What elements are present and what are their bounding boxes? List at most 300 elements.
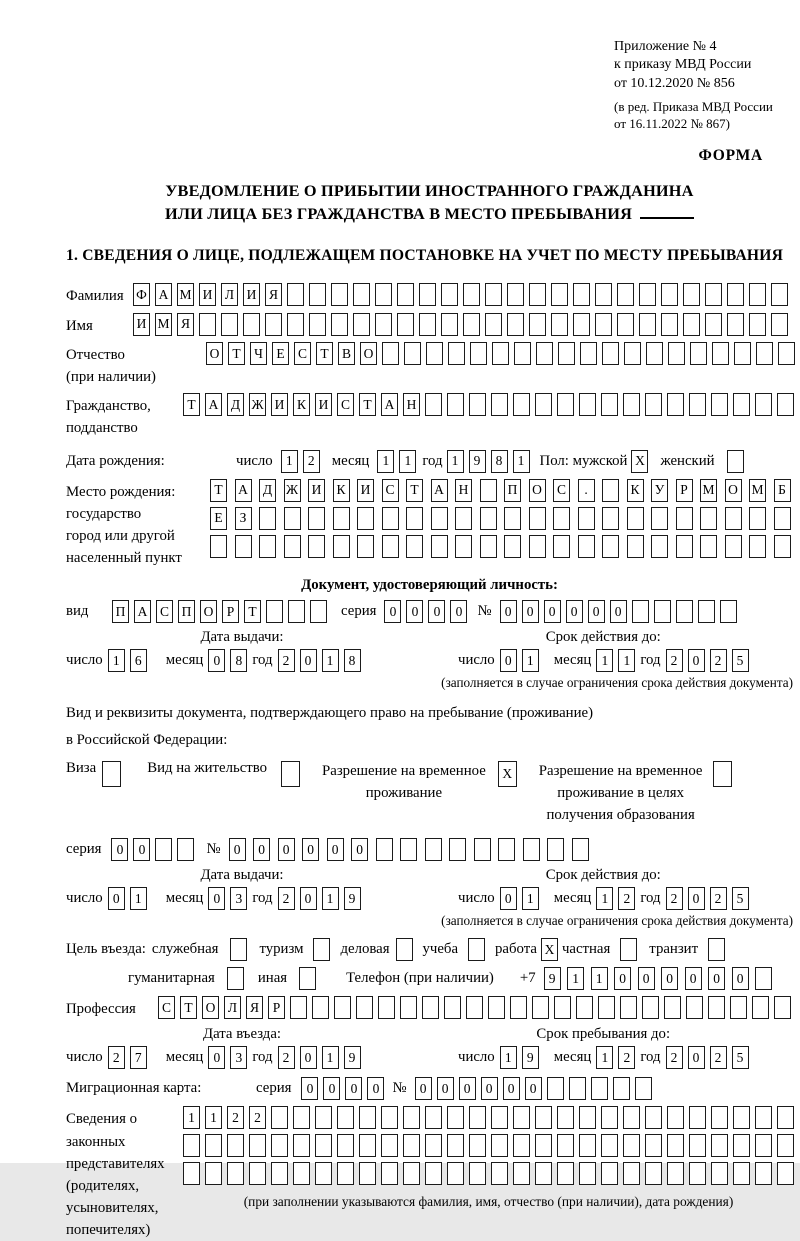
form-cell[interactable] bbox=[661, 313, 678, 336]
form-cell[interactable] bbox=[579, 1162, 596, 1185]
form-cell[interactable] bbox=[591, 1077, 608, 1100]
form-cell[interactable] bbox=[752, 996, 769, 1019]
form-cell[interactable] bbox=[230, 938, 247, 961]
form-cell[interactable]: 0 bbox=[685, 967, 702, 990]
form-cell[interactable] bbox=[480, 535, 497, 558]
form-cell[interactable] bbox=[733, 1134, 750, 1157]
form-cell[interactable] bbox=[651, 535, 668, 558]
form-cell[interactable] bbox=[491, 1134, 508, 1157]
form-cell[interactable]: 3 bbox=[230, 1046, 247, 1069]
form-cell[interactable] bbox=[529, 313, 546, 336]
form-cell[interactable] bbox=[396, 938, 413, 961]
form-cell[interactable] bbox=[353, 283, 370, 306]
form-cell[interactable]: 2 bbox=[278, 1046, 295, 1069]
form-cell[interactable] bbox=[313, 938, 330, 961]
form-cell[interactable] bbox=[755, 1134, 772, 1157]
form-cell[interactable]: И bbox=[133, 313, 150, 336]
form-cell[interactable] bbox=[375, 283, 392, 306]
form-cell[interactable] bbox=[271, 1162, 288, 1185]
form-cell[interactable]: 0 bbox=[450, 600, 467, 623]
form-cell[interactable] bbox=[777, 1162, 794, 1185]
form-cell[interactable] bbox=[749, 535, 766, 558]
form-cell[interactable]: Ч bbox=[250, 342, 267, 365]
form-cell[interactable] bbox=[375, 313, 392, 336]
form-cell[interactable] bbox=[598, 996, 615, 1019]
form-cell[interactable]: А bbox=[431, 479, 448, 502]
form-cell[interactable] bbox=[356, 996, 373, 1019]
form-cell[interactable]: 9 bbox=[344, 887, 361, 910]
form-cell[interactable] bbox=[623, 1106, 640, 1129]
form-cell[interactable]: X bbox=[631, 450, 648, 473]
form-cell[interactable]: 2 bbox=[108, 1046, 125, 1069]
form-cell[interactable]: О bbox=[202, 996, 219, 1019]
form-cell[interactable] bbox=[676, 600, 693, 623]
form-cell[interactable] bbox=[469, 393, 486, 416]
form-cell[interactable] bbox=[553, 507, 570, 530]
form-cell[interactable]: 2 bbox=[227, 1106, 244, 1129]
form-cell[interactable]: 0 bbox=[133, 838, 150, 861]
form-cell[interactable] bbox=[774, 535, 791, 558]
form-cell[interactable]: 8 bbox=[491, 450, 508, 473]
form-cell[interactable] bbox=[444, 996, 461, 1019]
form-cell[interactable] bbox=[491, 393, 508, 416]
form-cell[interactable]: 1 bbox=[567, 967, 584, 990]
form-cell[interactable] bbox=[755, 1106, 772, 1129]
form-cell[interactable]: 0 bbox=[437, 1077, 454, 1100]
form-cell[interactable] bbox=[778, 342, 795, 365]
form-cell[interactable]: Е bbox=[272, 342, 289, 365]
form-cell[interactable] bbox=[425, 1106, 442, 1129]
form-cell[interactable] bbox=[403, 1134, 420, 1157]
form-cell[interactable]: 0 bbox=[384, 600, 401, 623]
form-cell[interactable]: Т bbox=[316, 342, 333, 365]
form-cell[interactable] bbox=[535, 1106, 552, 1129]
form-cell[interactable]: Т bbox=[406, 479, 423, 502]
form-cell[interactable]: 6 bbox=[130, 649, 147, 672]
form-cell[interactable] bbox=[447, 393, 464, 416]
form-cell[interactable]: 0 bbox=[300, 1046, 317, 1069]
form-cell[interactable]: 8 bbox=[344, 649, 361, 672]
form-cell[interactable] bbox=[676, 535, 693, 558]
form-cell[interactable] bbox=[381, 1106, 398, 1129]
form-cell[interactable]: 1 bbox=[205, 1106, 222, 1129]
form-cell[interactable] bbox=[177, 838, 194, 861]
form-cell[interactable]: И bbox=[243, 283, 260, 306]
form-cell[interactable] bbox=[504, 507, 521, 530]
form-cell[interactable] bbox=[642, 996, 659, 1019]
form-cell[interactable] bbox=[293, 1134, 310, 1157]
form-cell[interactable] bbox=[733, 1162, 750, 1185]
form-cell[interactable] bbox=[624, 342, 641, 365]
form-cell[interactable] bbox=[290, 996, 307, 1019]
form-cell[interactable] bbox=[683, 313, 700, 336]
form-cell[interactable] bbox=[617, 283, 634, 306]
form-cell[interactable] bbox=[406, 507, 423, 530]
form-cell[interactable] bbox=[205, 1162, 222, 1185]
form-cell[interactable]: 2 bbox=[303, 450, 320, 473]
form-cell[interactable]: С bbox=[382, 479, 399, 502]
form-cell[interactable]: 0 bbox=[500, 649, 517, 672]
form-cell[interactable] bbox=[293, 1162, 310, 1185]
form-cell[interactable] bbox=[553, 535, 570, 558]
form-cell[interactable] bbox=[529, 535, 546, 558]
form-cell[interactable]: 1 bbox=[513, 450, 530, 473]
form-cell[interactable] bbox=[573, 313, 590, 336]
form-cell[interactable]: 0 bbox=[688, 649, 705, 672]
form-cell[interactable]: З bbox=[235, 507, 252, 530]
form-cell[interactable]: 0 bbox=[544, 600, 561, 623]
form-cell[interactable] bbox=[507, 313, 524, 336]
form-cell[interactable] bbox=[557, 1134, 574, 1157]
form-cell[interactable]: Р bbox=[268, 996, 285, 1019]
form-cell[interactable]: Ж bbox=[249, 393, 266, 416]
form-cell[interactable] bbox=[667, 1134, 684, 1157]
form-cell[interactable] bbox=[639, 313, 656, 336]
form-cell[interactable]: Р bbox=[676, 479, 693, 502]
form-cell[interactable] bbox=[774, 507, 791, 530]
form-cell[interactable]: Н bbox=[403, 393, 420, 416]
form-cell[interactable] bbox=[733, 1106, 750, 1129]
form-cell[interactable]: 2 bbox=[666, 1046, 683, 1069]
form-cell[interactable] bbox=[667, 1162, 684, 1185]
form-cell[interactable] bbox=[617, 313, 634, 336]
form-cell[interactable] bbox=[535, 393, 552, 416]
form-cell[interactable] bbox=[749, 283, 766, 306]
form-cell[interactable] bbox=[620, 938, 637, 961]
form-cell[interactable]: 5 bbox=[732, 1046, 749, 1069]
form-cell[interactable] bbox=[602, 535, 619, 558]
form-cell[interactable] bbox=[713, 761, 732, 787]
form-cell[interactable] bbox=[419, 313, 436, 336]
form-cell[interactable] bbox=[403, 1106, 420, 1129]
form-cell[interactable] bbox=[357, 507, 374, 530]
form-cell[interactable] bbox=[463, 283, 480, 306]
form-cell[interactable]: 0 bbox=[253, 838, 270, 861]
form-cell[interactable]: 9 bbox=[344, 1046, 361, 1069]
form-cell[interactable] bbox=[777, 393, 794, 416]
form-cell[interactable]: В bbox=[338, 342, 355, 365]
form-cell[interactable]: 0 bbox=[111, 838, 128, 861]
form-cell[interactable] bbox=[271, 1134, 288, 1157]
form-cell[interactable] bbox=[664, 996, 681, 1019]
form-cell[interactable] bbox=[755, 1162, 772, 1185]
form-cell[interactable]: 0 bbox=[638, 967, 655, 990]
form-cell[interactable]: И bbox=[315, 393, 332, 416]
form-cell[interactable]: 0 bbox=[300, 649, 317, 672]
form-cell[interactable]: 0 bbox=[688, 1046, 705, 1069]
form-cell[interactable]: 2 bbox=[710, 887, 727, 910]
form-cell[interactable]: 0 bbox=[459, 1077, 476, 1100]
form-cell[interactable]: М bbox=[749, 479, 766, 502]
form-cell[interactable] bbox=[676, 507, 693, 530]
form-cell[interactable] bbox=[727, 283, 744, 306]
form-cell[interactable]: 0 bbox=[500, 600, 517, 623]
form-cell[interactable] bbox=[469, 1162, 486, 1185]
form-cell[interactable] bbox=[698, 600, 715, 623]
form-cell[interactable] bbox=[205, 1134, 222, 1157]
form-cell[interactable] bbox=[645, 1162, 662, 1185]
form-cell[interactable] bbox=[447, 1106, 464, 1129]
form-cell[interactable]: 0 bbox=[323, 1077, 340, 1100]
form-cell[interactable]: 1 bbox=[108, 649, 125, 672]
form-cell[interactable] bbox=[382, 507, 399, 530]
form-cell[interactable] bbox=[627, 507, 644, 530]
form-cell[interactable] bbox=[334, 996, 351, 1019]
form-cell[interactable] bbox=[578, 535, 595, 558]
form-cell[interactable] bbox=[466, 996, 483, 1019]
form-cell[interactable]: 9 bbox=[469, 450, 486, 473]
form-cell[interactable] bbox=[645, 1134, 662, 1157]
form-cell[interactable] bbox=[271, 1106, 288, 1129]
form-cell[interactable]: 5 bbox=[732, 649, 749, 672]
form-cell[interactable]: . bbox=[578, 479, 595, 502]
form-cell[interactable]: 1 bbox=[183, 1106, 200, 1129]
form-cell[interactable] bbox=[265, 313, 282, 336]
form-cell[interactable] bbox=[536, 342, 553, 365]
form-cell[interactable] bbox=[595, 313, 612, 336]
form-cell[interactable] bbox=[558, 342, 575, 365]
form-cell[interactable] bbox=[492, 342, 509, 365]
form-cell[interactable] bbox=[705, 313, 722, 336]
form-cell[interactable] bbox=[749, 313, 766, 336]
form-cell[interactable] bbox=[315, 1106, 332, 1129]
form-cell[interactable] bbox=[579, 1134, 596, 1157]
form-cell[interactable]: 2 bbox=[249, 1106, 266, 1129]
form-cell[interactable]: 0 bbox=[428, 600, 445, 623]
form-cell[interactable]: 0 bbox=[522, 600, 539, 623]
form-cell[interactable]: Л bbox=[221, 283, 238, 306]
form-cell[interactable] bbox=[498, 838, 515, 861]
form-cell[interactable] bbox=[529, 283, 546, 306]
form-cell[interactable] bbox=[514, 342, 531, 365]
form-cell[interactable] bbox=[337, 1162, 354, 1185]
form-cell[interactable]: Т bbox=[183, 393, 200, 416]
form-cell[interactable]: 1 bbox=[618, 649, 635, 672]
form-cell[interactable]: А bbox=[381, 393, 398, 416]
form-cell[interactable] bbox=[469, 1106, 486, 1129]
form-cell[interactable]: 2 bbox=[710, 649, 727, 672]
form-cell[interactable] bbox=[353, 313, 370, 336]
form-cell[interactable] bbox=[645, 393, 662, 416]
form-cell[interactable] bbox=[403, 1162, 420, 1185]
form-cell[interactable] bbox=[645, 1106, 662, 1129]
form-cell[interactable]: С bbox=[294, 342, 311, 365]
form-cell[interactable]: 0 bbox=[415, 1077, 432, 1100]
form-cell[interactable]: 1 bbox=[322, 1046, 339, 1069]
form-cell[interactable] bbox=[235, 535, 252, 558]
form-cell[interactable]: И bbox=[199, 283, 216, 306]
form-cell[interactable] bbox=[227, 967, 244, 990]
form-cell[interactable] bbox=[382, 342, 399, 365]
form-cell[interactable]: 0 bbox=[481, 1077, 498, 1100]
form-cell[interactable]: 2 bbox=[278, 887, 295, 910]
form-cell[interactable]: Д bbox=[259, 479, 276, 502]
form-cell[interactable] bbox=[376, 838, 393, 861]
form-cell[interactable] bbox=[578, 507, 595, 530]
form-cell[interactable] bbox=[315, 1162, 332, 1185]
form-cell[interactable]: К bbox=[333, 479, 350, 502]
form-cell[interactable]: 9 bbox=[522, 1046, 539, 1069]
form-cell[interactable] bbox=[333, 535, 350, 558]
form-cell[interactable] bbox=[406, 535, 423, 558]
form-cell[interactable]: 1 bbox=[596, 1046, 613, 1069]
form-cell[interactable] bbox=[491, 1106, 508, 1129]
form-cell[interactable]: Д bbox=[227, 393, 244, 416]
form-cell[interactable] bbox=[480, 507, 497, 530]
form-cell[interactable]: А bbox=[235, 479, 252, 502]
form-cell[interactable] bbox=[733, 393, 750, 416]
form-cell[interactable] bbox=[730, 996, 747, 1019]
form-cell[interactable] bbox=[668, 342, 685, 365]
form-cell[interactable]: О bbox=[725, 479, 742, 502]
form-cell[interactable]: 0 bbox=[351, 838, 368, 861]
form-cell[interactable] bbox=[777, 1106, 794, 1129]
form-cell[interactable] bbox=[651, 507, 668, 530]
form-cell[interactable] bbox=[331, 283, 348, 306]
form-cell[interactable]: 0 bbox=[208, 649, 225, 672]
form-cell[interactable] bbox=[431, 535, 448, 558]
form-cell[interactable]: М bbox=[155, 313, 172, 336]
form-cell[interactable] bbox=[627, 535, 644, 558]
form-cell[interactable] bbox=[485, 283, 502, 306]
form-cell[interactable]: Я bbox=[177, 313, 194, 336]
form-cell[interactable] bbox=[711, 393, 728, 416]
form-cell[interactable] bbox=[400, 838, 417, 861]
form-cell[interactable] bbox=[359, 1134, 376, 1157]
form-cell[interactable] bbox=[579, 1106, 596, 1129]
form-cell[interactable]: 0 bbox=[406, 600, 423, 623]
form-cell[interactable] bbox=[513, 1162, 530, 1185]
form-cell[interactable] bbox=[469, 1134, 486, 1157]
form-cell[interactable]: П bbox=[178, 600, 195, 623]
form-cell[interactable] bbox=[711, 1106, 728, 1129]
form-cell[interactable] bbox=[708, 996, 725, 1019]
form-cell[interactable] bbox=[690, 342, 707, 365]
form-cell[interactable] bbox=[287, 313, 304, 336]
form-cell[interactable] bbox=[771, 283, 788, 306]
form-cell[interactable] bbox=[573, 283, 590, 306]
form-cell[interactable] bbox=[639, 283, 656, 306]
form-cell[interactable] bbox=[705, 283, 722, 306]
form-cell[interactable] bbox=[284, 535, 301, 558]
form-cell[interactable] bbox=[288, 600, 305, 623]
form-cell[interactable] bbox=[755, 393, 772, 416]
form-cell[interactable]: И bbox=[308, 479, 325, 502]
form-cell[interactable]: Н bbox=[455, 479, 472, 502]
form-cell[interactable] bbox=[727, 450, 744, 473]
form-cell[interactable] bbox=[249, 1134, 266, 1157]
form-cell[interactable] bbox=[579, 393, 596, 416]
form-cell[interactable]: 0 bbox=[566, 600, 583, 623]
form-cell[interactable]: X bbox=[541, 938, 558, 961]
form-cell[interactable]: П bbox=[112, 600, 129, 623]
form-cell[interactable] bbox=[613, 1077, 630, 1100]
form-cell[interactable]: С bbox=[553, 479, 570, 502]
form-cell[interactable] bbox=[689, 1106, 706, 1129]
form-cell[interactable]: Я bbox=[246, 996, 263, 1019]
form-cell[interactable]: Я bbox=[265, 283, 282, 306]
form-cell[interactable]: 7 bbox=[130, 1046, 147, 1069]
form-cell[interactable] bbox=[357, 535, 374, 558]
form-cell[interactable] bbox=[689, 1162, 706, 1185]
form-cell[interactable] bbox=[661, 283, 678, 306]
form-cell[interactable] bbox=[532, 996, 549, 1019]
form-cell[interactable]: 0 bbox=[278, 838, 295, 861]
form-cell[interactable] bbox=[601, 1106, 618, 1129]
form-cell[interactable]: 0 bbox=[367, 1077, 384, 1100]
form-cell[interactable] bbox=[720, 600, 737, 623]
form-cell[interactable] bbox=[266, 600, 283, 623]
form-cell[interactable] bbox=[632, 600, 649, 623]
form-cell[interactable]: 0 bbox=[588, 600, 605, 623]
form-cell[interactable]: 1 bbox=[447, 450, 464, 473]
form-cell[interactable] bbox=[620, 996, 637, 1019]
form-cell[interactable] bbox=[397, 313, 414, 336]
form-cell[interactable]: 2 bbox=[278, 649, 295, 672]
form-cell[interactable] bbox=[359, 1162, 376, 1185]
form-cell[interactable] bbox=[463, 313, 480, 336]
form-cell[interactable]: А bbox=[134, 600, 151, 623]
form-cell[interactable] bbox=[310, 600, 327, 623]
form-cell[interactable] bbox=[488, 996, 505, 1019]
form-cell[interactable]: 1 bbox=[281, 450, 298, 473]
form-cell[interactable] bbox=[547, 1077, 564, 1100]
form-cell[interactable] bbox=[400, 996, 417, 1019]
form-cell[interactable]: 0 bbox=[708, 967, 725, 990]
form-cell[interactable] bbox=[397, 283, 414, 306]
form-cell[interactable]: 9 bbox=[544, 967, 561, 990]
form-cell[interactable] bbox=[569, 1077, 586, 1100]
form-cell[interactable] bbox=[455, 535, 472, 558]
form-cell[interactable]: С bbox=[158, 996, 175, 1019]
form-cell[interactable] bbox=[474, 838, 491, 861]
form-cell[interactable]: X bbox=[498, 761, 517, 787]
form-cell[interactable] bbox=[221, 313, 238, 336]
form-cell[interactable] bbox=[689, 393, 706, 416]
form-cell[interactable]: 0 bbox=[300, 887, 317, 910]
form-cell[interactable] bbox=[654, 600, 671, 623]
form-cell[interactable] bbox=[449, 838, 466, 861]
form-cell[interactable] bbox=[425, 838, 442, 861]
form-cell[interactable]: Ж bbox=[284, 479, 301, 502]
form-cell[interactable] bbox=[309, 313, 326, 336]
form-cell[interactable] bbox=[601, 1134, 618, 1157]
form-cell[interactable]: 2 bbox=[666, 887, 683, 910]
form-cell[interactable]: 0 bbox=[302, 838, 319, 861]
form-cell[interactable] bbox=[749, 507, 766, 530]
form-cell[interactable] bbox=[572, 838, 589, 861]
form-cell[interactable]: 0 bbox=[345, 1077, 362, 1100]
form-cell[interactable]: К bbox=[293, 393, 310, 416]
form-cell[interactable] bbox=[359, 1106, 376, 1129]
form-cell[interactable] bbox=[227, 1162, 244, 1185]
form-cell[interactable]: С bbox=[156, 600, 173, 623]
form-cell[interactable]: О bbox=[360, 342, 377, 365]
form-cell[interactable] bbox=[308, 535, 325, 558]
form-cell[interactable] bbox=[551, 283, 568, 306]
form-cell[interactable] bbox=[529, 507, 546, 530]
form-cell[interactable]: У bbox=[651, 479, 668, 502]
form-cell[interactable]: 2 bbox=[618, 1046, 635, 1069]
form-cell[interactable]: 0 bbox=[327, 838, 344, 861]
form-cell[interactable]: 8 bbox=[230, 649, 247, 672]
form-cell[interactable] bbox=[199, 313, 216, 336]
form-cell[interactable] bbox=[419, 283, 436, 306]
form-cell[interactable]: 0 bbox=[661, 967, 678, 990]
form-cell[interactable] bbox=[426, 342, 443, 365]
form-cell[interactable] bbox=[381, 1134, 398, 1157]
form-cell[interactable] bbox=[183, 1134, 200, 1157]
